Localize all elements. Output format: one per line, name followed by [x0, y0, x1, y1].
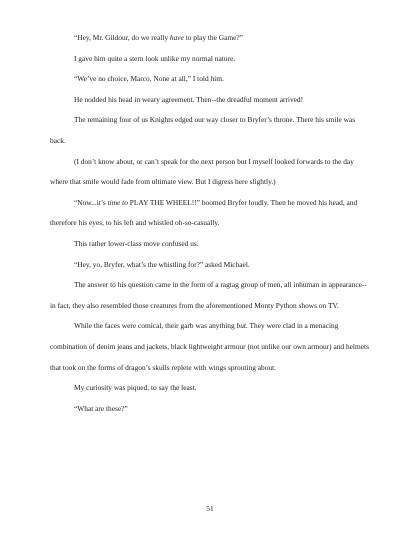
paragraph-text: “Hey, Mr. Gildour, do we really [74, 33, 170, 42]
paragraph [50, 275, 372, 316]
paragraph [50, 378, 372, 399]
paragraph-text: The answer to his question came in the form of a ragtag group of men, all inhuman in appearance--in fact, they also resembled those creatures from the aforementioned Monty Python shows on TV. [50, 280, 367, 310]
paragraph-text: I gave him quite a stern look unlike my normal nature. [74, 53, 236, 63]
paragraph-text: This rather lower-class move confused us. [74, 238, 199, 248]
paragraph-text: He nodded his head in weary agreement. Then--the dreadful moment arrived! [74, 94, 304, 104]
paragraph [50, 69, 372, 90]
paragraph [50, 255, 372, 276]
paragraph-text: “Now...it’s [74, 197, 108, 207]
paragraph-text: to play the Game?” [183, 33, 243, 42]
page-number: 51 [206, 504, 214, 513]
paragraph-text: (I don’t know about, or can’t speak for the next person but I myself looked forwards to the day where that smile would fade from ultimate view. But I digress here slightly.) [50, 156, 354, 187]
paragraph [50, 90, 372, 111]
paragraph-text: “What are these?” [74, 403, 128, 413]
paragraph [50, 234, 372, 255]
paragraph [50, 152, 372, 193]
paragraph-text: The remaining four of us Knights edged our way closer to Bryfer’s throne. There his smile was back. [50, 115, 356, 145]
paragraph [50, 49, 372, 70]
paragraph [50, 193, 372, 234]
paragraph-text: They were clad in a menacing combination of denim jeans and jackets, black lightweight armour (not unlike our own armour) and helmets that took on the forms of dragon’s skulls replete with wings sprouting about. [50, 321, 369, 372]
paragraph-text: “We’ve no choice, Marco. None at all,” I told him. [74, 74, 224, 84]
body-text [50, 28, 372, 419]
italic-text: have [169, 33, 184, 42]
paragraph-text: While the faces were comical, their garb was anything [74, 321, 237, 331]
italic-text: but. [236, 321, 248, 331]
paragraph [50, 28, 372, 49]
paragraph-text: My curiosity was piqued, to say the least. [74, 383, 197, 393]
italic-text: time to [107, 197, 128, 207]
paragraph [50, 399, 372, 420]
paragraph-text: “Hey, yo, Bryfer, what’s the whistling for?” asked Michael. [74, 259, 250, 269]
paragraph [50, 110, 372, 151]
paragraph-text: PLAY THE WHEEL!!” boomed Bryfer loudly. Then he moved his head, and therefore his eyes, to his left and whistled oh-so-casually. [50, 197, 358, 228]
paragraph [50, 316, 372, 378]
